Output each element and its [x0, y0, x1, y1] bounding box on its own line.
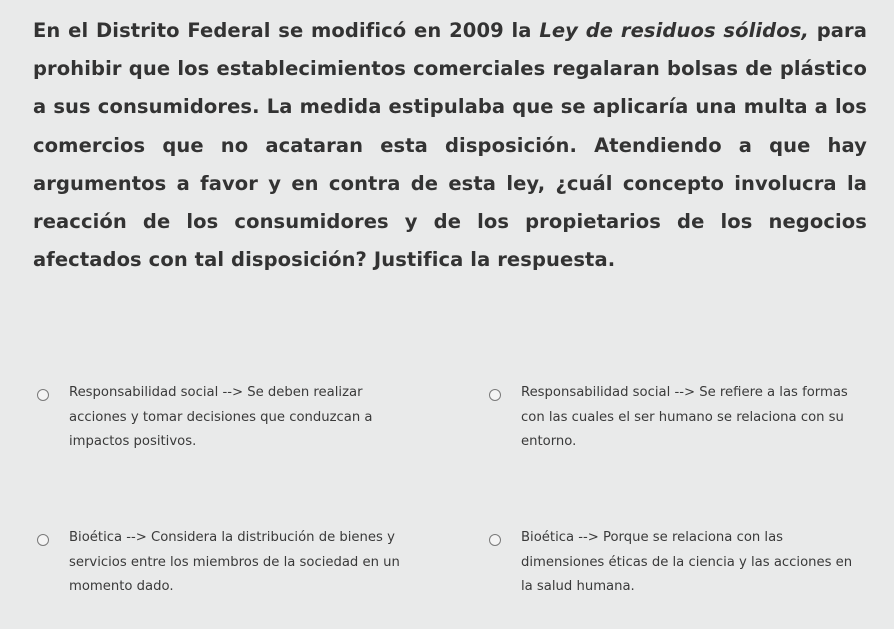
answer-option-c-label — [69, 526, 400, 600]
answer-option-c[interactable] — [37, 530, 437, 600]
answer-option-d-label — [521, 526, 852, 600]
option-d-line-3: la salud humana. — [521, 579, 635, 594]
answer-option-a-label — [69, 381, 373, 455]
option-a-line-2: acciones y tomar decisiones que conduzcan a — [69, 409, 373, 425]
answer-option-a[interactable] — [37, 385, 417, 455]
option-a-line-1: Responsabilidad social --> Se deben realizar — [69, 385, 363, 400]
option-a-line-3: impactos positivos. — [69, 434, 197, 449]
option-d-line-1: Bioética --> Porque se relaciona con las — [521, 530, 784, 545]
law-name: Ley de residuos sólidos, — [539, 19, 809, 42]
radio-button-a[interactable] — [37, 389, 49, 401]
radio-button-b[interactable] — [489, 389, 501, 401]
answer-option-d[interactable] — [489, 530, 879, 600]
answer-option-b-label — [521, 381, 848, 455]
question-part-1: En el Distrito Federal se modificó en 2009 la — [33, 19, 540, 42]
option-c-line-1: Bioética --> Considera la distribución de bienes y — [69, 530, 395, 545]
option-b-line-1: Responsabilidad social --> Se refiere a las formas — [521, 385, 848, 400]
radio-button-c[interactable] — [37, 534, 49, 546]
option-c-line-2: servicios entre los miembros de la sociedad en un — [69, 554, 400, 570]
option-c-line-3: momento dado. — [69, 579, 174, 594]
answer-option-b[interactable] — [489, 385, 869, 455]
option-d-line-2: dimensiones éticas de la ciencia y las acciones en — [521, 554, 853, 570]
question-part-2: para prohibir que los establecimientos comerciales regalaran bolsas de plástico a sus consumidores. La medida estipulaba que se aplicaría una multa a los comercios que no acataran esta disposición. Atendiendo a que hay argumentos a favor y en contra de esta ley, ¿cuál concepto involucra la reacción de los consumidores y de los propietarios de los negocios afectados con tal disposición? Justifica la respuesta. — [33, 19, 867, 272]
option-b-line-2: con las cuales el ser humano se relaciona con su — [521, 409, 844, 425]
option-b-line-3: entorno. — [521, 434, 577, 449]
radio-button-d[interactable] — [489, 534, 501, 546]
question-text — [33, 12, 867, 279]
